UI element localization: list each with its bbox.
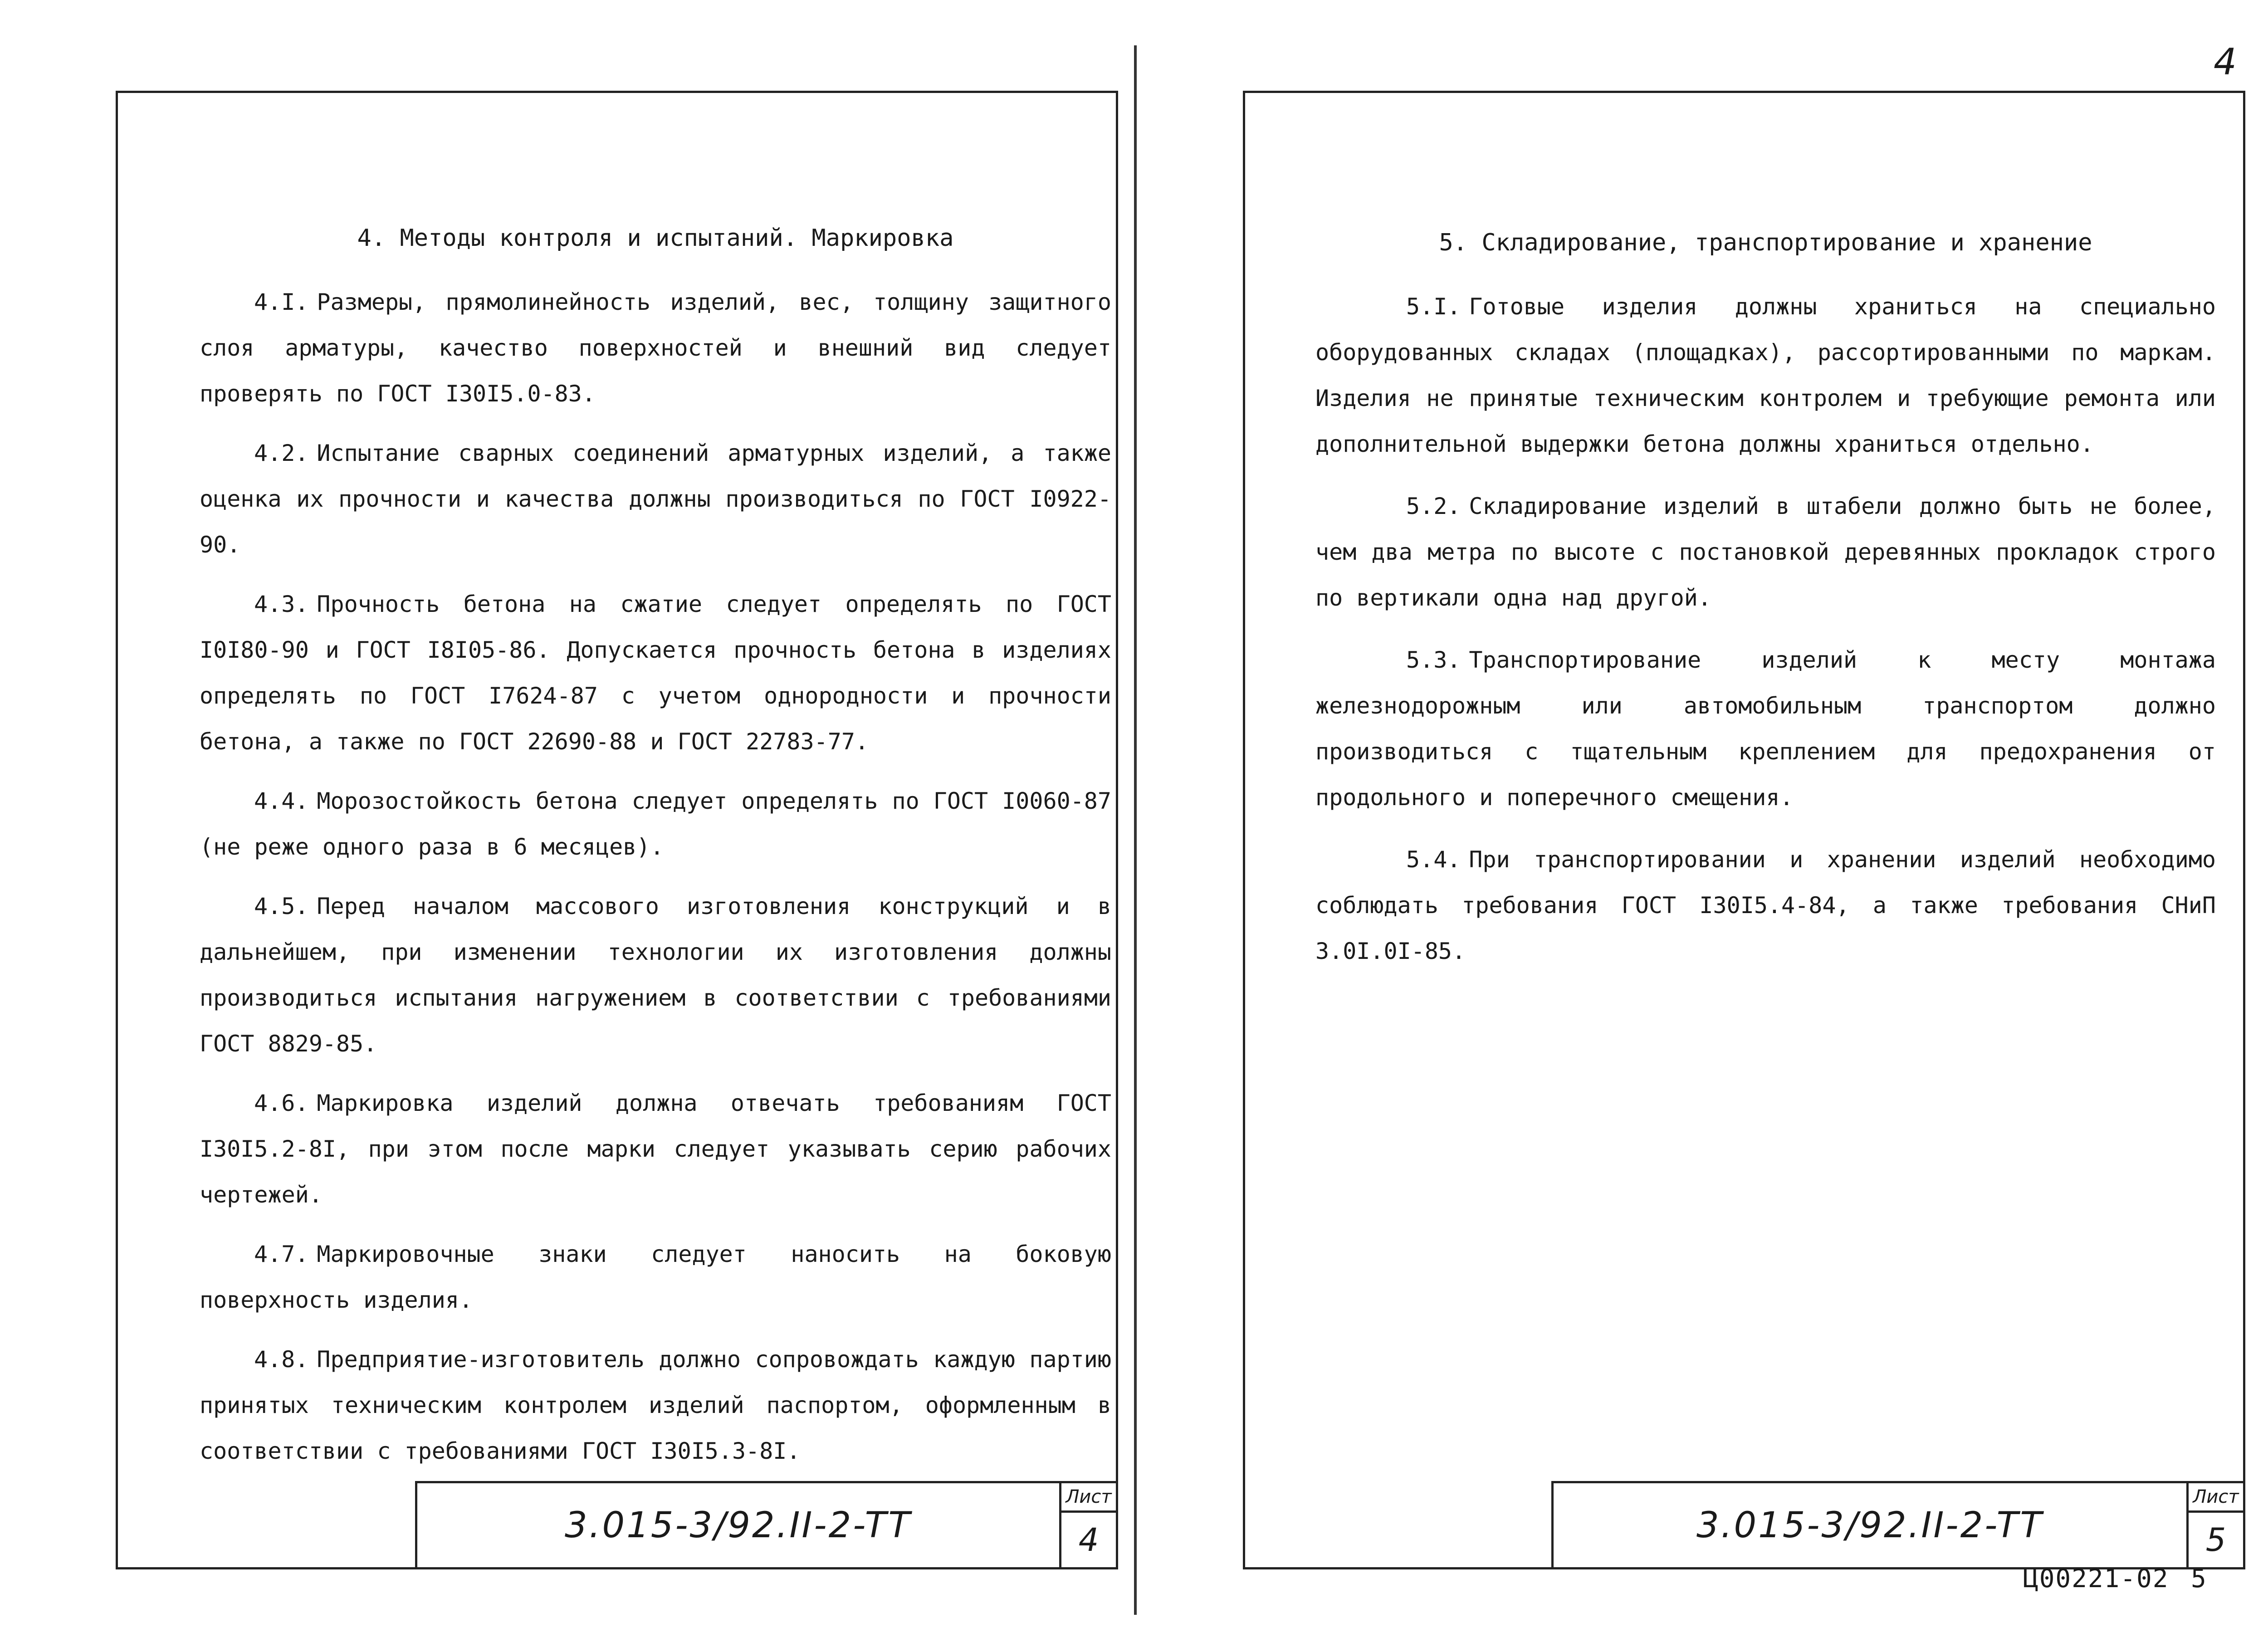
page-divider — [1134, 45, 1137, 1615]
paragraph-4-7: 4.7. Маркировочные знаки следует наносить на боковую поверхность изделия. — [200, 1241, 1111, 1313]
section-4-heading: 4. Методы контроля и испытаний. Маркировка — [357, 225, 954, 252]
paragraph-5-4: 5.4. При транспортировании и хранении изделий необходимо соблюдать требования ГОСТ I30I5.4-84, а также требования СНиП 3.0I.0I-85. — [1315, 846, 2216, 964]
sheet-number: 4 — [1078, 1521, 1099, 1559]
paragraph-5-1: 5.I. Готовые изделия должны храниться на специально оборудованных складах (площадках), рассортированными по маркам. Изделия не принятые техническим контролем и требующие ремонта или дополнительной выдержки бетона должны храниться отдельно. — [1315, 293, 2216, 457]
right-sheet — [1243, 91, 2245, 1569]
sheet-number-box — [1059, 1483, 1116, 1567]
document-code: 3.015-3/92.II-2-TT — [1696, 1505, 2043, 1546]
paragraph-4-1: 4.I. Размеры, прямолинейность изделий, вес, толщину защитного слоя арматуры, качество поверхностей и внешний вид следует проверять по ГОСТ I30I5.0-83. — [200, 289, 1111, 407]
paragraph-4-6: 4.6. Маркировка изделий должна отвечать требованиям ГОСТ I30I5.2-8I, при этом после марки следует указывать серию рабочих чертежей. — [200, 1090, 1111, 1208]
sheet-label: Лист — [2189, 1483, 2243, 1513]
sheet-number-box — [2186, 1483, 2243, 1567]
handwritten-page-number: 4 — [2214, 41, 2237, 83]
paragraph-4-5: 4.5. Перед началом массового изготовления конструкций и в дальнейшем, при изменении технологии их изготовления должны производиться испытания нагружением в соответствии с требованиями ГОСТ 8829-85. — [200, 893, 1111, 1057]
archive-code: Ц00221-02 — [2023, 1564, 2169, 1593]
paragraph-4-3: 4.3. Прочность бетона на сжатие следует определять по ГОСТ I0I80-90 и ГОСТ I8I05-86. Допускается прочность бетона в изделиях определять по ГОСТ I7624-87 с учетом однородности и прочности бетона, а также по ГОСТ 22690-88 и ГОСТ 22783-77. — [200, 591, 1111, 755]
paragraph-4-2: 4.2. Испытание сварных соединений арматурных изделий, а также оценка их прочности и качества должны производиться по ГОСТ I0922-90. — [200, 440, 1111, 558]
paragraph-5-2: 5.2. Складирование изделий в штабели должно быть не более, чем два метра по высоте с постановкой деревянных прокладок строго по вертикали одна над другой. — [1315, 493, 2216, 611]
left-content — [200, 215, 1111, 1488]
document-code: 3.015-3/92.II-2-TT — [565, 1505, 912, 1546]
archive-page-number: 5 — [2191, 1564, 2206, 1593]
right-content — [1315, 220, 2216, 991]
sheet-number: 5 — [2205, 1521, 2226, 1559]
sheet-label: Лист — [1061, 1483, 1116, 1513]
left-sheet — [116, 91, 1118, 1569]
title-block — [415, 1481, 1116, 1567]
paragraph-4-8: 4.8. Предприятие-изготовитель должно сопровождать каждую партию принятых техническим контролем изделий паспортом, оформленным в соответствии с требованиями ГОСТ I30I5.3-8I. — [200, 1346, 1111, 1464]
paragraph-5-3: 5.3. Транспортирование изделий к месту монтажа железнодорожным или автомобильным транспортом должно производиться с тщательным креплением для предохранения от продольного и поперечного смещения. — [1315, 647, 2216, 811]
title-block — [1551, 1481, 2243, 1567]
section-5-heading: 5. Складирование, транспортирование и хранение — [1439, 229, 2092, 256]
paragraph-4-4: 4.4. Морозостойкость бетона следует определять по ГОСТ I0060-87 (не реже одного раза в 6 месяцев). — [200, 788, 1111, 860]
